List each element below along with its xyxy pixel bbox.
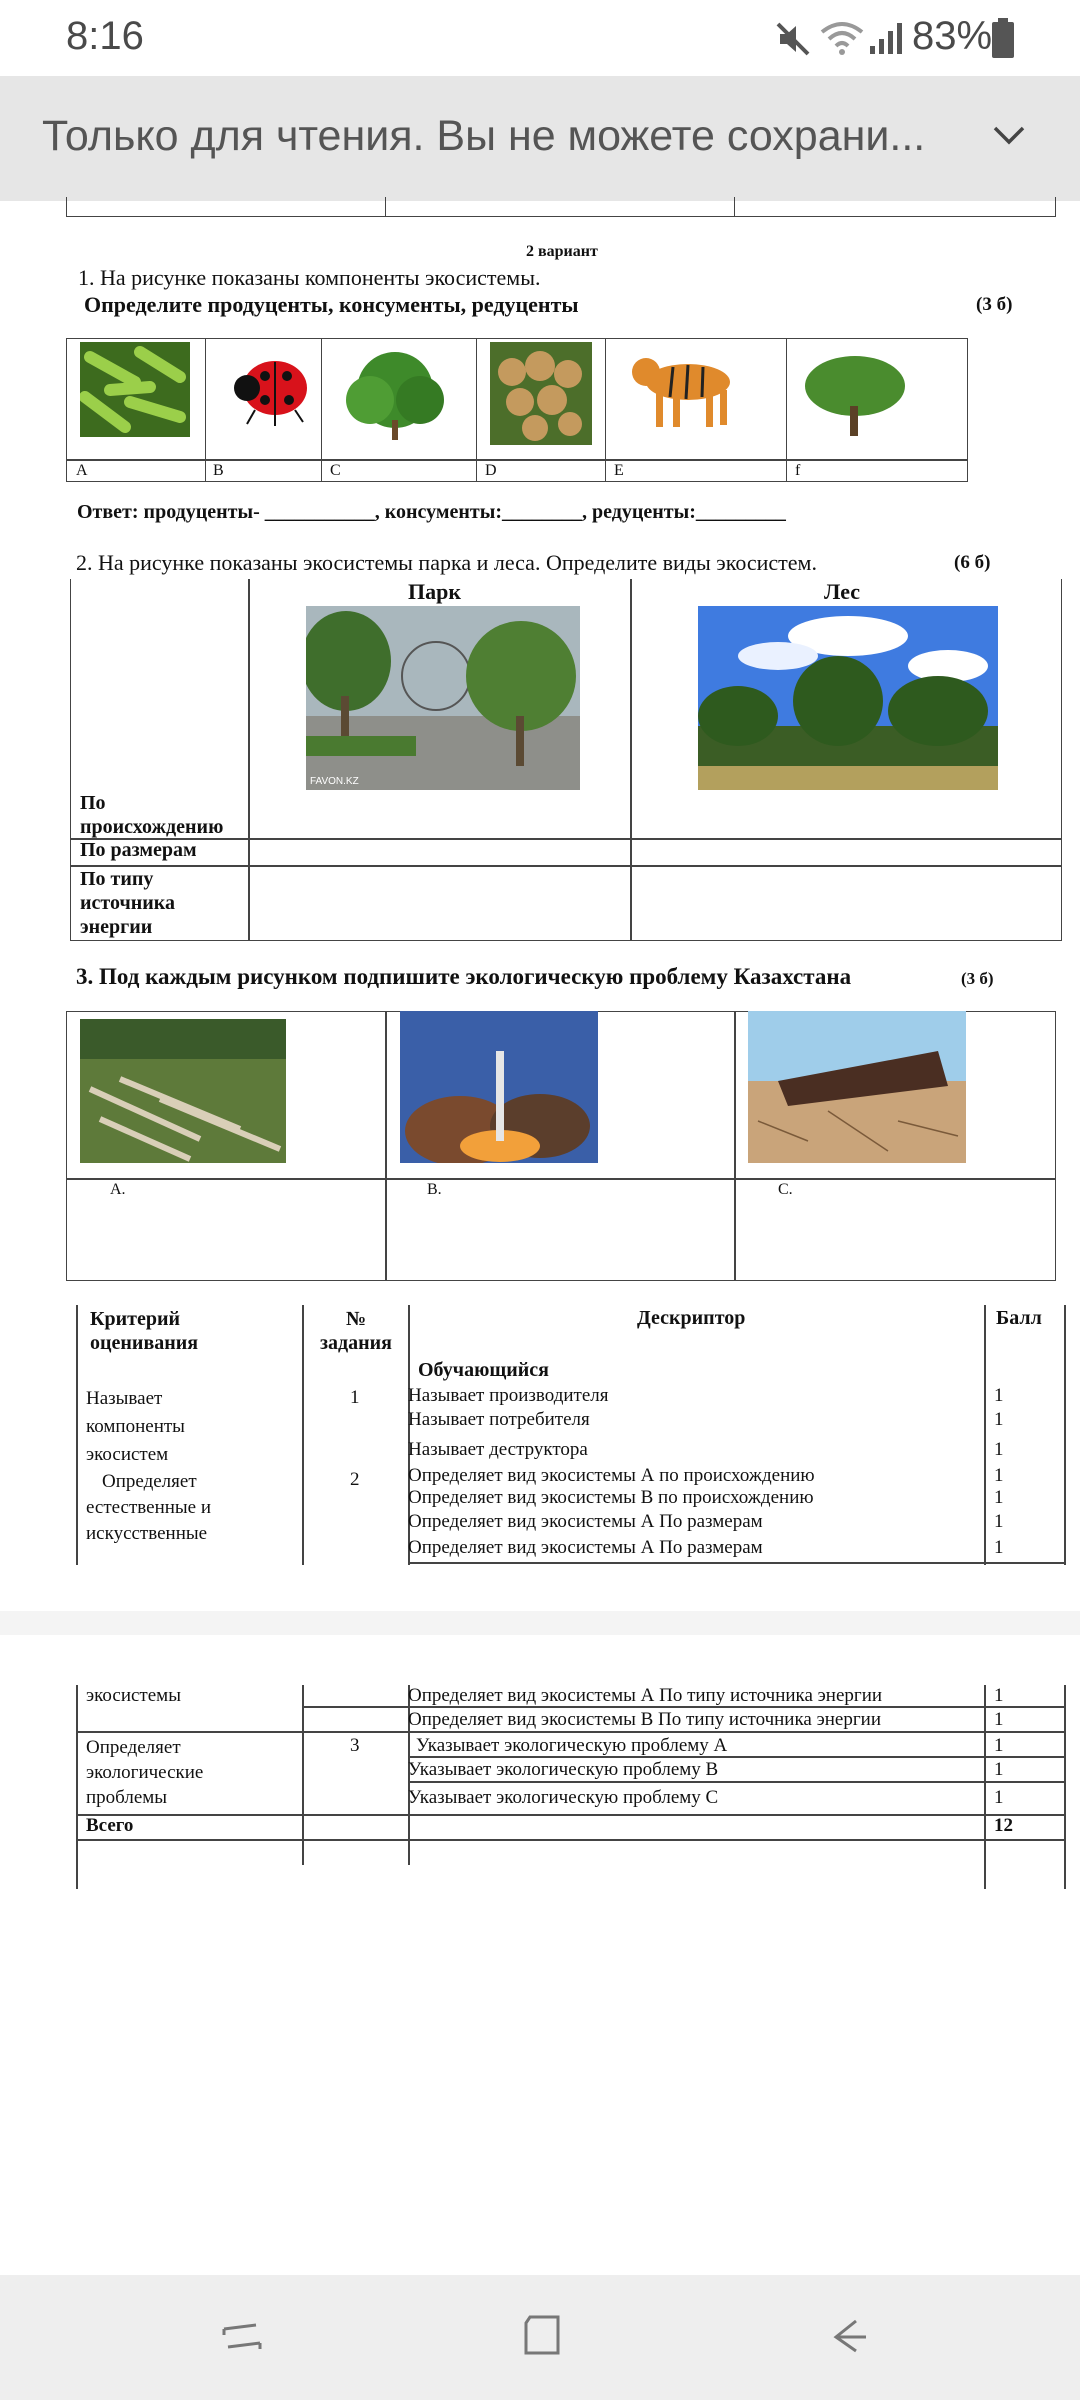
rocket-launch-image [400, 1011, 598, 1163]
park-watermark: FAVON.KZ [310, 776, 359, 787]
rubric-score-6: 1 [994, 1511, 1004, 1532]
rubric-num-2: 2 [350, 1469, 360, 1490]
back-icon[interactable] [826, 2315, 870, 2355]
rubric-score-5: 1 [994, 1487, 1004, 1508]
chevron-down-icon[interactable] [990, 120, 1028, 150]
rubric-num-3: 3 [350, 1735, 360, 1756]
rubric-header-desc: Дескриптор [637, 1307, 746, 1329]
rubric-criteria-2: Определяет естественные и искусственные [86, 1471, 212, 1544]
rubric-total: 12 [994, 1815, 1013, 1836]
rubric-score-9: 1 [994, 1709, 1004, 1730]
rubric-header-criteria: Критерий оценивания [90, 1308, 199, 1354]
row-energy: По типу источника энергии [80, 868, 175, 938]
forest-image [698, 606, 998, 790]
row-size: По размерам [80, 839, 197, 861]
q3-points: (3 б) [961, 969, 994, 988]
rubric-student: Обучающийся [418, 1359, 549, 1381]
rubric-criteria-1: Называет компоненты экосистем [86, 1388, 185, 1465]
bacteria-image [80, 342, 190, 437]
q2-title: 2. На рисунке показаны экосистемы парка и леса. Определите виды экосистем. [76, 550, 817, 575]
rubric-score-1: 1 [994, 1385, 1004, 1406]
q1-line1: 1. На рисунке показаны компоненты экосистемы. [78, 265, 541, 290]
row-origin: По происхождению [80, 792, 224, 838]
navigation-bar [0, 2275, 1080, 2400]
ladybug-image [225, 348, 315, 428]
rubric-header-score: Балл [996, 1307, 1042, 1329]
label-c: C [330, 462, 341, 479]
rubric-desc-6: Определяет вид экосистемы А По размерам [408, 1511, 763, 1532]
rubric-score-10: 1 [994, 1735, 1004, 1756]
rubric-score-7: 1 [994, 1537, 1004, 1558]
signal-icon [868, 20, 906, 56]
tiger-image [618, 342, 746, 435]
rubric-score-2: 1 [994, 1409, 1004, 1430]
banner-title: Только для чтения. Вы не можете сохрани... [42, 112, 926, 160]
document-page-1 [0, 201, 1080, 1611]
rubric-desc-3: Называет деструктора [408, 1439, 588, 1460]
mushrooms-image [490, 342, 592, 445]
rubric-desc-12: Указывает экологическую проблему С [408, 1787, 719, 1808]
rubric-desc-8: Определяет вид экосистемы А По типу источника энергии [408, 1685, 883, 1706]
label-d: D [485, 462, 497, 479]
label-f: f [795, 462, 801, 479]
q1-line2: Определите продуценты, консументы, редуценты [84, 292, 579, 317]
status-bar [0, 0, 1080, 76]
bush-image [340, 345, 450, 445]
wifi-icon [818, 18, 866, 58]
q1-answer: Ответ: продуценты- ___________, консументы:________, редуценты:_________ [77, 501, 786, 523]
rubric-score-4: 1 [994, 1465, 1004, 1486]
battery-icon [992, 18, 1014, 58]
col-park: Парк [408, 579, 462, 604]
rubric-desc-9: Определяет вид экосистемы В По типу источника энергии [408, 1709, 881, 1730]
rubric-criteria-2-cont: экосистемы [86, 1685, 181, 1706]
variant-heading: 2 вариант [526, 243, 598, 260]
read-only-banner [0, 76, 1080, 201]
rubric-criteria-3: Определяет экологические проблемы [86, 1737, 204, 1808]
clock: 8:16 [66, 14, 144, 58]
q2-points: (6 б) [954, 552, 991, 573]
q3-title: 3. Под каждым рисунком подпишите экологическую проблему Казахстана [76, 964, 852, 989]
label-a: A [76, 462, 88, 479]
deforestation-image [80, 1019, 286, 1163]
q1-points: (3 б) [976, 294, 1013, 315]
rubric-desc-4: Определяет вид экосистемы А по происхождению [408, 1465, 815, 1486]
rubric-num-1: 1 [350, 1387, 360, 1408]
rubric-header-num: № задания [319, 1308, 393, 1354]
rubric-desc-10: Указывает экологическую проблему А [416, 1735, 728, 1756]
rubric-score-11: 1 [994, 1759, 1004, 1780]
rubric-total-label: Всего [86, 1815, 134, 1836]
mute-icon [774, 20, 812, 58]
rubric-desc-1: Называет производителя [408, 1385, 609, 1406]
recent-apps-icon[interactable] [220, 2317, 264, 2357]
q3-label-c: C. [778, 1181, 793, 1198]
label-b: B [213, 462, 224, 479]
rubric-desc-7: Определяет вид экосистемы А По размерам [408, 1537, 763, 1558]
aral-sea-image [748, 1011, 966, 1163]
document-page-2 [0, 1635, 1080, 2275]
q3-label-a: A. [110, 1181, 126, 1198]
label-e: E [614, 462, 624, 479]
rubric-score-3: 1 [994, 1439, 1004, 1460]
rubric-score-8: 1 [994, 1685, 1004, 1706]
col-forest: Лес [824, 579, 861, 604]
rubric-desc-5: Определяет вид экосистемы В по происхождению [408, 1487, 814, 1508]
park-image [306, 606, 580, 790]
rubric-desc-2: Называет потребителя [408, 1409, 590, 1430]
battery-percent: 83% [912, 14, 993, 58]
q3-label-b: B. [427, 1181, 442, 1198]
rubric-score-12: 1 [994, 1787, 1004, 1808]
tree-image [800, 351, 910, 441]
rubric-desc-11: Указывает экологическую проблему В [408, 1759, 719, 1780]
home-icon[interactable] [522, 2313, 562, 2357]
